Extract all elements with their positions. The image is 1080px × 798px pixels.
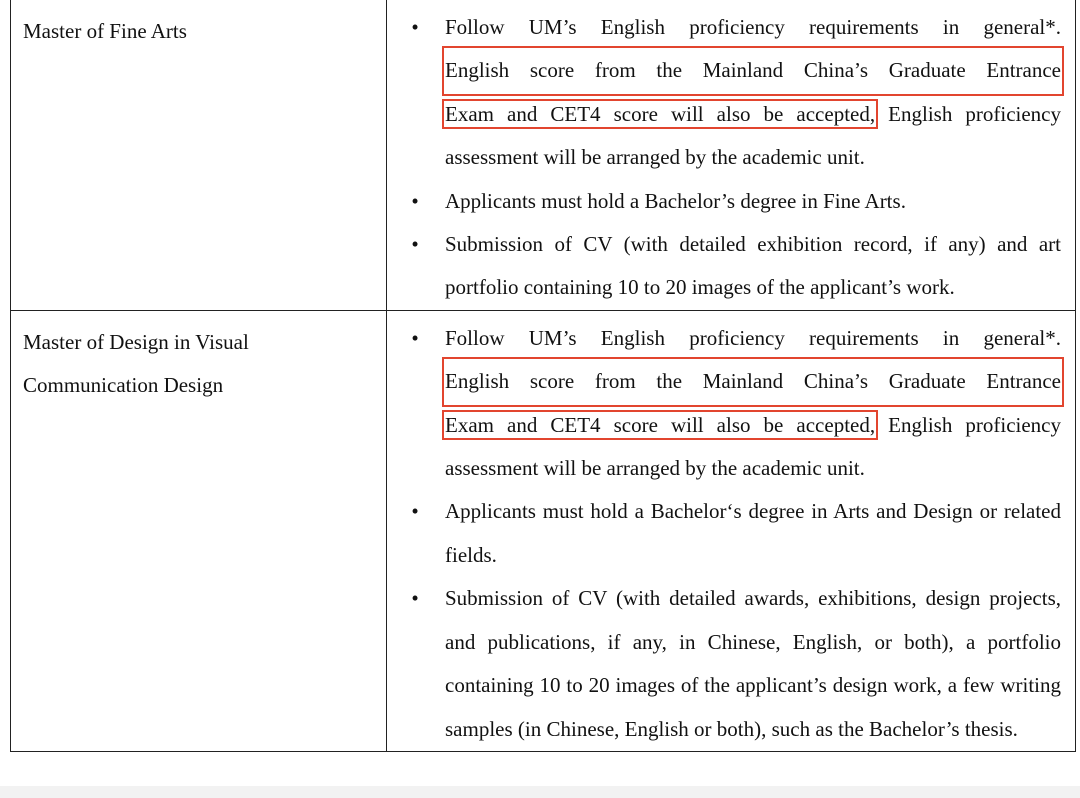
bullet-icon: • (411, 15, 419, 39)
list-item (411, 317, 1061, 491)
list-item (411, 6, 1061, 180)
requirement-text: Follow UM’s English proficiency requirements in general*. (445, 15, 1061, 39)
requirement-text: English proficiency assessment will be arranged by the academic unit. (445, 412, 1061, 481)
programme-name: Master of Fine Arts (23, 19, 187, 43)
requirement-text: Applicants must hold a Bachelor‘s degree in Arts and Design or related fields. (445, 499, 1061, 567)
programme-name-line: Master of Design in Visual (23, 329, 249, 354)
requirement-text: Submission of CV (with detailed awards, exhibitions, design projects, and publications, if any, in Chinese, English, or both), a portfolio containing 10 to 20 images of the applicant’s design work, a few writing samples (in Chinese, English or both), such as the Bachelor’s thesis. (445, 586, 1061, 741)
requirement-text: Applicants must hold a Bachelor’s degree in Fine Arts. (445, 188, 906, 213)
bullet-icon: • (411, 586, 419, 611)
requirement-text: Follow UM’s English proficiency requirements in general*. (445, 325, 1061, 350)
highlighted-text: English score from the Mainland China’s Graduate Entrance (445, 49, 1061, 92)
table-row (11, 310, 1076, 751)
requirements-cell (387, 310, 1076, 751)
requirement-text: Submission of CV (with detailed exhibition record, if any) and art portfolio containing 10 to 20 images of the applicant’s work. (445, 232, 1061, 300)
requirements-cell (387, 0, 1076, 310)
list-item (411, 180, 1061, 223)
highlighted-text: Exam and CET4 score will also be accepted, (445, 412, 876, 437)
programme-name (11, 311, 386, 408)
admission-requirements-table (10, 0, 1076, 752)
page-bottom-shade (0, 786, 1080, 798)
bullet-icon: • (411, 325, 419, 350)
bullet-icon: • (411, 188, 419, 213)
requirements-list (387, 0, 1075, 310)
list-item (411, 223, 1061, 310)
table-row (11, 0, 1076, 310)
highlighted-text: English score from the Mainland China’s Graduate Entrance (445, 360, 1061, 403)
bullet-icon: • (411, 232, 419, 257)
list-item (411, 577, 1061, 751)
list-item (411, 490, 1061, 577)
bullet-icon: • (411, 499, 419, 524)
programme-cell (11, 310, 387, 751)
programme-cell (11, 0, 387, 310)
programme-name-line: Communication Design (23, 373, 224, 398)
requirement-text: English proficiency assessment will be arranged by the academic unit. (445, 101, 1061, 170)
requirements-list (387, 311, 1075, 751)
highlighted-text: Exam and CET4 score will also be accepted, (445, 101, 876, 126)
